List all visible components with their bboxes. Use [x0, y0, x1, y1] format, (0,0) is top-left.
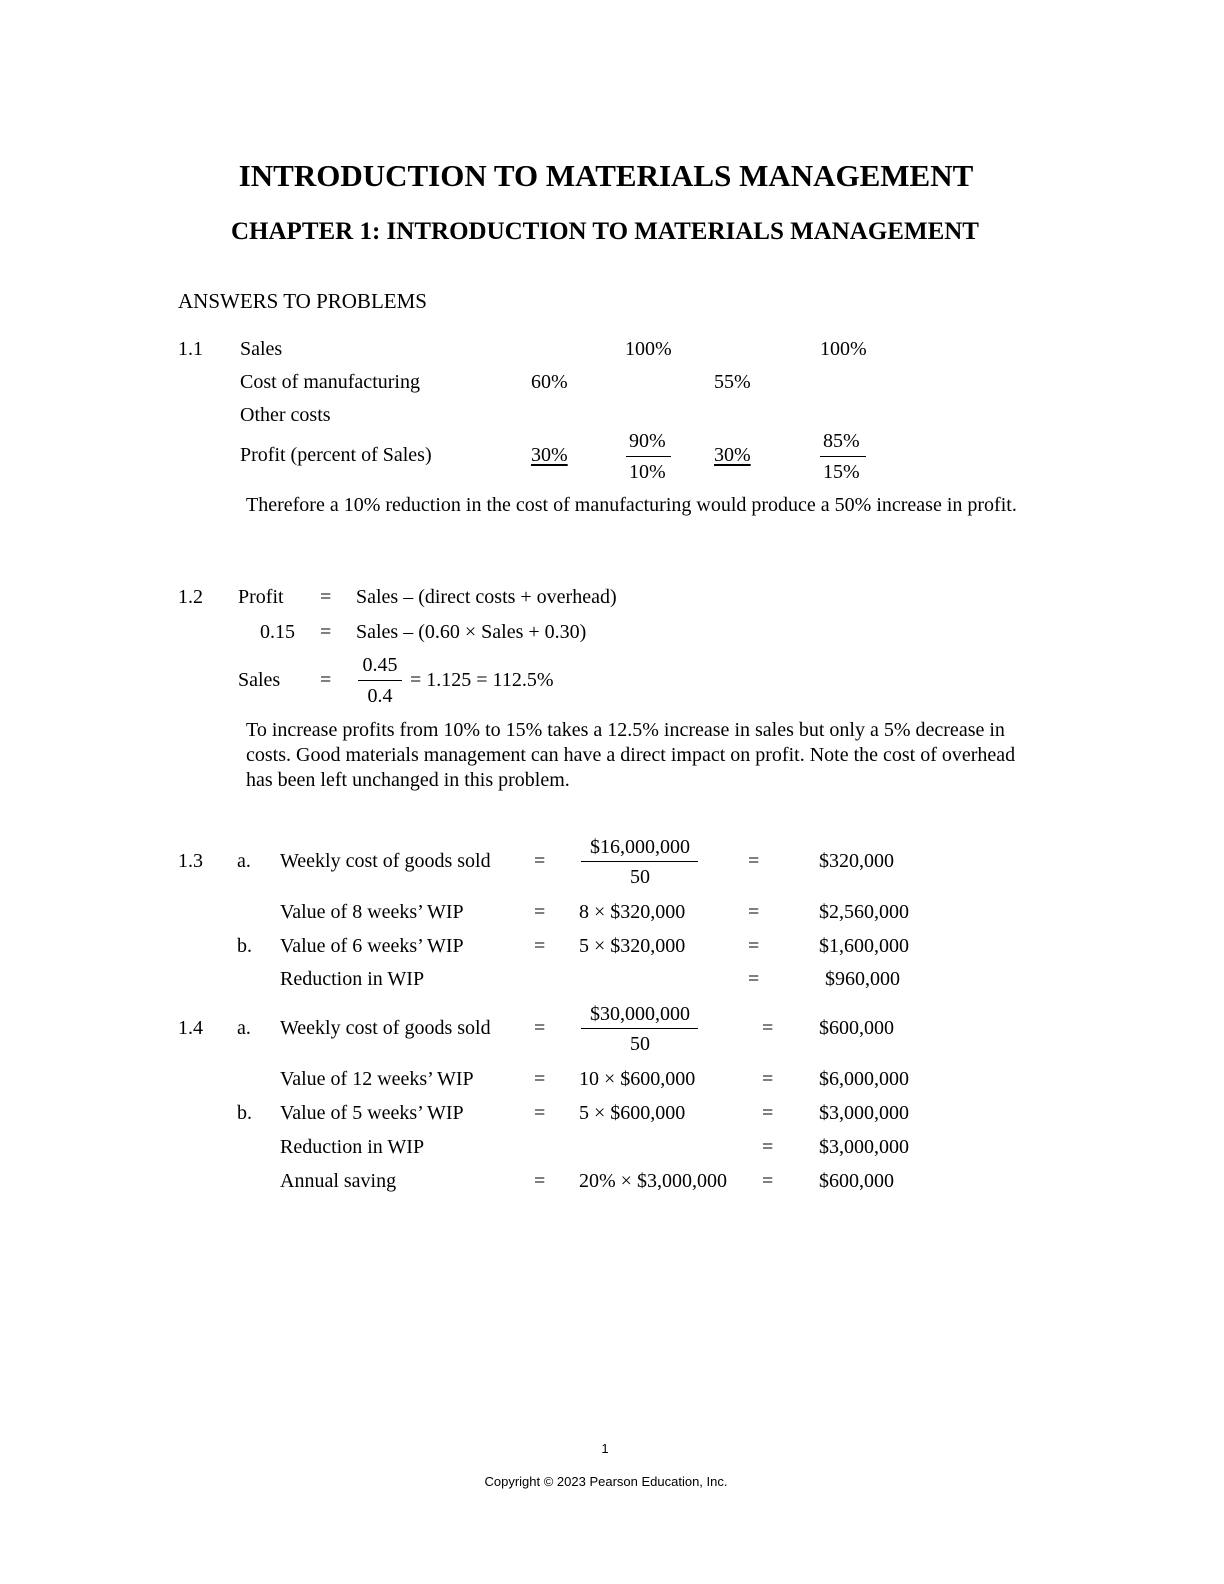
fraction-numerator: 0.45	[362, 654, 398, 676]
equals-sign: =	[762, 1136, 774, 1158]
part-label: a.	[237, 850, 251, 872]
equals-sign: =	[748, 901, 760, 923]
result-value: $600,000	[819, 1170, 894, 1192]
value-cell: 55%	[714, 371, 751, 393]
expression: 5 × $320,000	[579, 935, 686, 957]
row-label: Sales	[240, 338, 283, 360]
equation-rhs: = 1.125 = 112.5%	[410, 669, 554, 691]
problem-number: 1.4	[178, 1017, 203, 1039]
equals-sign: =	[748, 850, 760, 872]
explanation-text: Therefore a 10% reduction in the cost of manufacturing would produce a 50% increase in profit.	[246, 494, 1017, 516]
row-label: Reduction in WIP	[280, 1136, 425, 1158]
equals-sign: =	[748, 968, 760, 990]
sum-line	[820, 456, 866, 457]
result-value: $600,000	[819, 1017, 894, 1039]
equals-sign: =	[320, 621, 332, 643]
equals-sign: =	[534, 850, 546, 872]
chapter-title: CHAPTER 1: INTRODUCTION TO MATERIALS MANAGEMENT	[231, 218, 979, 245]
value-cell: 10%	[629, 461, 666, 483]
value-cell: 85%	[823, 430, 860, 452]
result-value: $1,600,000	[819, 935, 909, 957]
sum-line	[626, 456, 671, 457]
row-label: Value of 5 weeks’ WIP	[280, 1102, 464, 1124]
expression: 20% × $3,000,000	[579, 1170, 727, 1192]
row-label: Value of 6 weeks’ WIP	[280, 935, 464, 957]
page-title: INTRODUCTION TO MATERIALS MANAGEMENT	[238, 158, 974, 193]
value-cell: 60%	[531, 371, 568, 393]
row-label: Value of 8 weeks’ WIP	[280, 901, 464, 923]
equals-sign: =	[534, 1170, 546, 1192]
row-label: Reduction in WIP	[280, 968, 425, 990]
result-value: $320,000	[819, 850, 894, 872]
result-value: $960,000	[825, 968, 900, 990]
equation-lhs: Sales	[238, 669, 281, 691]
equals-sign: =	[534, 935, 546, 957]
fraction-denominator: 0.4	[367, 685, 393, 707]
row-label: Weekly cost of goods sold	[280, 850, 491, 872]
expression: 10 × $600,000	[579, 1068, 696, 1090]
equation-rhs: Sales – (direct costs + overhead)	[356, 586, 617, 608]
fraction-numerator: $30,000,000	[590, 1003, 690, 1025]
equals-sign: =	[762, 1170, 774, 1192]
equals-sign: =	[762, 1102, 774, 1124]
part-label: b.	[237, 935, 252, 957]
fraction-denominator: 50	[630, 1033, 650, 1055]
equals-sign: =	[534, 1068, 546, 1090]
equals-sign: =	[762, 1017, 774, 1039]
equals-sign: =	[534, 1017, 546, 1039]
problem-number: 1.1	[178, 338, 203, 360]
result-value: $6,000,000	[819, 1068, 909, 1090]
equals-sign: =	[534, 901, 546, 923]
section-heading: ANSWERS TO PROBLEMS	[178, 289, 427, 313]
part-label: b.	[237, 1102, 252, 1124]
equals-sign: =	[762, 1068, 774, 1090]
value-cell: 15%	[823, 461, 860, 483]
equation-lhs: Profit	[238, 586, 284, 608]
equation-lhs: 0.15	[260, 621, 295, 643]
equation-rhs: Sales – (0.60 × Sales + 0.30)	[356, 621, 587, 643]
part-label: a.	[237, 1017, 251, 1039]
row-label: Cost of manufacturing	[240, 371, 420, 393]
expression: 8 × $320,000	[579, 901, 686, 923]
equals-sign: =	[320, 586, 332, 608]
result-value: $3,000,000	[819, 1102, 909, 1124]
row-label: Annual saving	[280, 1170, 397, 1192]
page-number: 1	[601, 1441, 609, 1456]
explanation-text: To increase profits from 10% to 15% takes a 12.5% increase in sales but only a 5% decrease in costs. Good materials management can have a direct impact on profit. Note the cost of overhead has been left unchanged in this problem.	[246, 719, 1016, 791]
problem-number: 1.2	[178, 586, 203, 608]
problem-number: 1.3	[178, 850, 203, 872]
value-cell: 30%	[531, 444, 568, 466]
fraction-denominator: 50	[630, 866, 650, 888]
result-value: $2,560,000	[819, 901, 909, 923]
fraction-numerator: $16,000,000	[590, 836, 690, 858]
equals-sign: =	[748, 935, 760, 957]
row-label: Value of 12 weeks’ WIP	[280, 1068, 474, 1090]
expression: 5 × $600,000	[579, 1102, 686, 1124]
row-label: Profit (percent of Sales)	[240, 444, 432, 466]
result-value: $3,000,000	[819, 1136, 909, 1158]
row-label: Weekly cost of goods sold	[280, 1017, 491, 1039]
equals-sign: =	[320, 669, 332, 691]
fraction-bar	[581, 1028, 698, 1029]
value-cell: 100%	[625, 338, 672, 360]
value-cell: 90%	[629, 430, 666, 452]
fraction-bar	[358, 680, 402, 681]
value-cell: 30%	[714, 444, 751, 466]
fraction-bar	[581, 861, 698, 862]
copyright-notice: Copyright © 2023 Pearson Education, Inc.	[484, 1474, 728, 1489]
equals-sign: =	[534, 1102, 546, 1124]
row-label: Other costs	[240, 404, 331, 426]
value-cell: 100%	[820, 338, 867, 360]
